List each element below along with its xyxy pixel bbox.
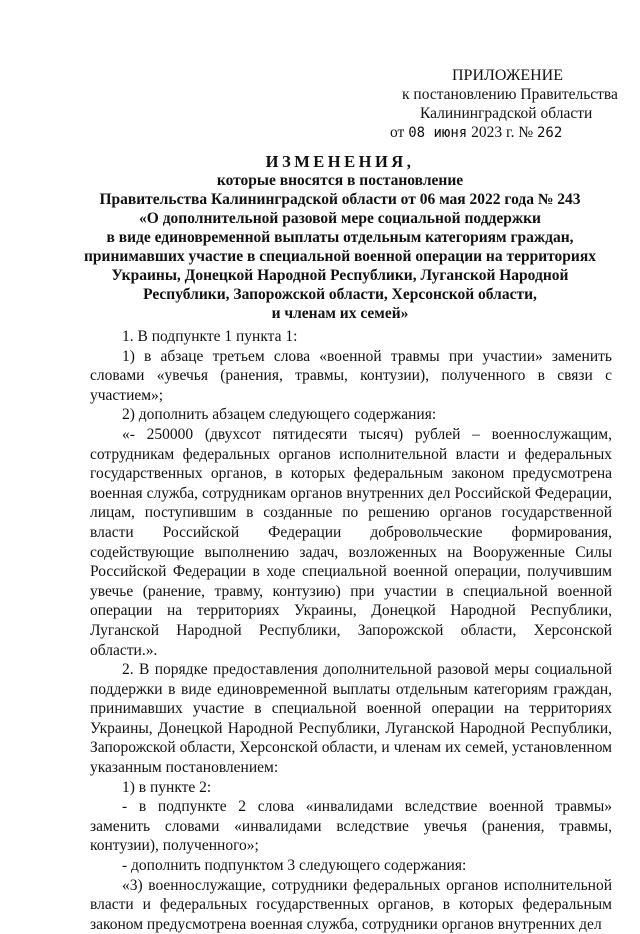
appendix-line-region: Калининградской области [420, 105, 593, 122]
title-line: «О дополнительной разовой мере социальной поддержки [139, 210, 541, 227]
paragraph: «3) военнослужащие, сотрудники федеральных органов исполнительной власти и федеральных государственных органов, в которых федеральным законом предусмотрена военная служба, сотрудники органов внутренних дел [90, 876, 612, 933]
title-line: и членам их семей» [271, 305, 409, 322]
title-line: в виде единовременной выплаты отдельным категориям граждан, [106, 229, 574, 246]
title-line: Украины, Донецкой Народной Республики, Луганской Народной [111, 267, 569, 284]
paragraph: - в подпункте 2 слова «инвалидами вследствие военной травмы» заменить словами «инвалидами вследствие увечья (ранения, травмы, контузии), полученного»; [90, 798, 612, 855]
document-title [60, 152, 620, 323]
paragraph: 2. В порядке предоставления дополнительной разовой меры социальной поддержки в виде единовременной выплаты отдельным категориям граждан, принимавших участие в специальной военной операции на территориях Украины, Донецкой Народной Республики, Луганской Народной Республики, Запорожской области, Херсонской области, и членам их семей, установленном указанным постановлением: [90, 661, 612, 777]
paragraph: - дополнить подпунктом 3 следующего содержания: [122, 857, 467, 875]
paragraph: 1) в пункте 2: [122, 778, 212, 796]
appendix-line-resolution: к постановлению Правительства [402, 86, 618, 103]
paragraph: 1. В подпункте 1 пункта 1: [122, 328, 298, 345]
date-prefix: от [390, 124, 409, 141]
title-heading: ИЗМЕНЕНИЯ, [265, 152, 415, 171]
date-year: 2023 г. № [467, 124, 537, 141]
title-line: Республики, Запорожской области, Херсонской области, [143, 286, 537, 303]
document-body [90, 327, 612, 934]
handwritten-date: 08 июня [408, 125, 468, 141]
title-line: которые вносятся в постановление [216, 172, 464, 189]
appendix-line-date [384, 123, 624, 143]
paragraph: «- 250000 (двухсот пятидесяти тысяч) рублей – военнослужащим, сотрудникам федеральных органов исполнительной власти и федеральных государственных органов, в которых федеральным законом предусмотрена военная служба, сотрудникам органов внутренних дел Российской Федерации, лицам, поступившим в созданные по решению органов государственной власти Российской Федерации добровольческие формирования, содействующие выполнению задач, возложенных на Вооруженные Силы Российской Федерации в ходе специальной военной операции, получившим увечье (ранение, травму, контузию) при участии в специальной военной операции на территориях Украины, Донецкой Народной Республики, Луганской Народной Республики, Запорожской области, Херсонской области.». [90, 425, 612, 659]
appendix-header [384, 66, 624, 143]
paragraph: 2) дополнить абзацем следующего содержания: [122, 406, 437, 424]
paragraph: 1) в абзаце третьем слова «военной травмы при участии» заменить словами «увечья (ранения, травмы, контузии), полученного в связи с участием»; [90, 347, 612, 404]
title-line: принимавших участие в специальной военной операции на территориях [83, 248, 596, 265]
appendix-title: ПРИЛОЖЕНИЕ [452, 67, 564, 84]
title-line: Правительства Калининградской области от 06 мая 2022 года № 243 [99, 191, 581, 208]
handwritten-number: 262 [537, 125, 563, 141]
